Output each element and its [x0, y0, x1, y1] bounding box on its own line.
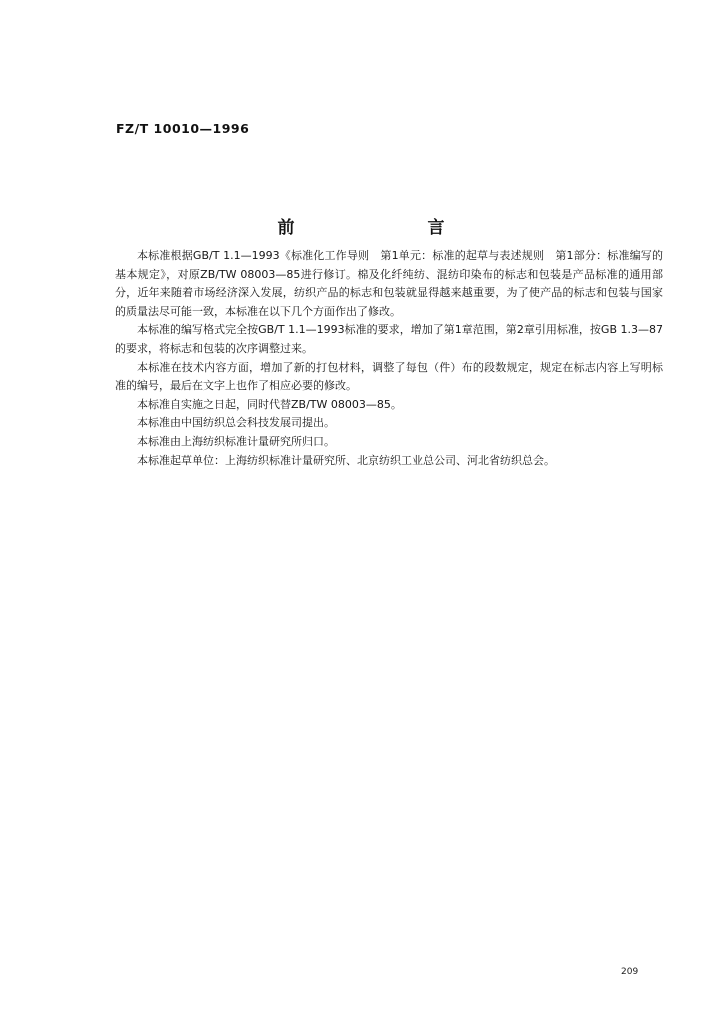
paragraph-administrator: 本标准由上海纺织标准计量研究所归口。 — [137, 434, 335, 448]
paragraph-proposer: 本标准由中国纺织总会科技发展司提出。 — [137, 416, 335, 430]
page-number: 209 — [621, 967, 639, 977]
paragraph-basis: 本标准根据GB/T 1.1—1993《标准化工作导则 第1单元：标准的起草与表述规则 第1部分：标准编写的基本规定》，对原ZB/TW 08003—85进行修订。棉及化纤纯纺、混纺印染布的标志和包装是产品标准的通用部分，近年来随着市场经济深入发展，纺织产品的标志和包装就显得越来越重要，为了使产品的标志和包装与国家的质量法尽可能一致，本标准在以下几个方面作出了修改。 — [115, 249, 663, 318]
page-title: 前 言 — [277, 218, 503, 238]
paragraph-drafting-units: 本标准起草单位：上海纺织标准计量研究所、北京纺织工业总公司、河北省纺织总会。 — [137, 453, 555, 467]
paragraph-technical-content: 本标准在技术内容方面，增加了新的打包材料，调整了每包（件）布的段数规定，规定在标志内容上写明标准的编号，最后在文字上也作了相应必要的修改。 — [115, 360, 663, 393]
standard-code: FZ/T 10010—1996 — [116, 121, 250, 136]
paragraph-format: 本标准的编写格式完全按GB/T 1.1—1993标准的要求，增加了第1章范围，第2章引用标准，按GB 1.3—87的要求，将标志和包装的次序调整过来。 — [115, 323, 663, 355]
paragraph-effective-date: 本标准自实施之日起，同时代替ZB/TW 08003—85。 — [137, 397, 402, 411]
foreword-body — [115, 247, 663, 470]
